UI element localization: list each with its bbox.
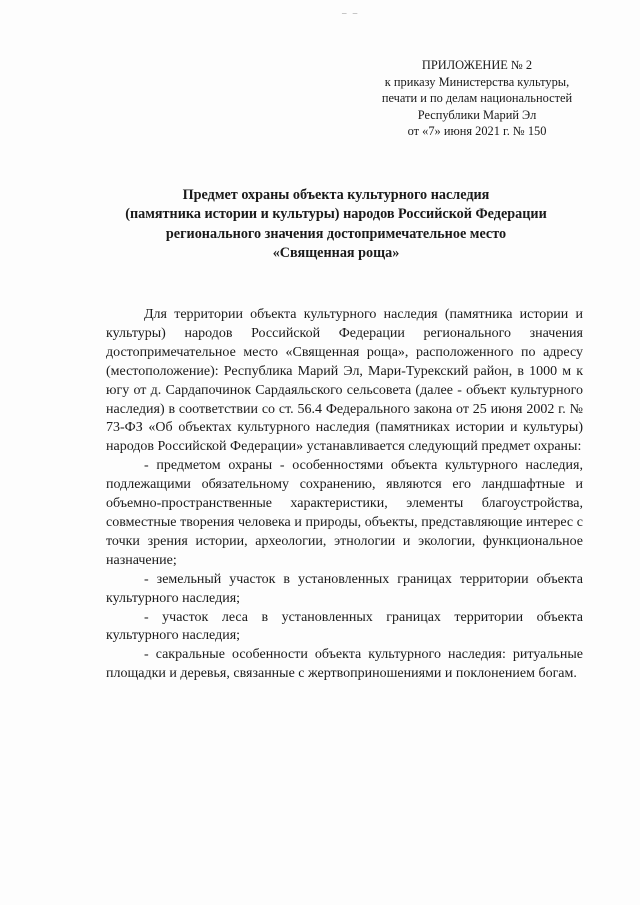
protection-item-3: - участок леса в установленных границах территории объекта культурного наследия;	[106, 609, 583, 644]
title-line-4: «Священная роща»	[272, 245, 400, 262]
document-title	[96, 186, 576, 264]
protection-item-4: - сакральные особенности объекта культурного наследия: ритуальные площадки и деревья, связанные с жертвоприношениями и поклонением богам.	[106, 647, 583, 682]
appendix-order-ref: к приказу Министерства культуры,	[384, 74, 570, 89]
title-line-2: (памятника истории и культуры) народов Российской Федерации	[125, 206, 547, 223]
appendix-number: ПРИЛОЖЕНИЕ № 2	[421, 58, 533, 72]
intro-paragraph: Для территории объекта культурного наследия (памятника истории и культуры) народов Российской Федерации регионального значения достопримечательное место «Священная роща», расположенного по адресу (местоположение): Республика Марий Эл, Мари-Турекский район, в 1000 м к югу от д. Сардапочинок Сардаяльского сельсовета (далее - объект культурного наследия) в соответствии со ст. 56.4 Федерального закона от 25 июня 2002 г. № 73-ФЗ «Об объектах культурного наследия (памятниках истории и культуры) народов Российской Федерации» устанавливается следующий предмет охраны:	[106, 307, 583, 455]
title-line-3: регионального значения достопримечательное место	[165, 225, 507, 242]
scan-mark: – –	[342, 8, 360, 18]
appendix-ministry: печати и по делам национальностей	[381, 91, 573, 106]
document-body	[106, 306, 583, 684]
protection-item-2: - земельный участок в установленных границах территории объекта культурного наследия;	[106, 571, 583, 606]
protection-item-1: - предметом охраны - особенностями объекта культурного наследия, подлежащими обязательному сохранению, являются его ландшафтные и объемно-пространственные характеристики, элементы благоустройства, совместные творения человека и природы, объекты, представляющие интерес с точки зрения истории, археологии, этнологии и экологии, функциональное назначение;	[106, 458, 583, 568]
appendix-republic: Республики Марий Эл	[417, 107, 537, 122]
appendix-header	[352, 57, 602, 140]
appendix-date: от «7» июня 2021 г. № 150	[407, 124, 547, 139]
title-line-1: Предмет охраны объекта культурного наследия	[182, 187, 490, 203]
